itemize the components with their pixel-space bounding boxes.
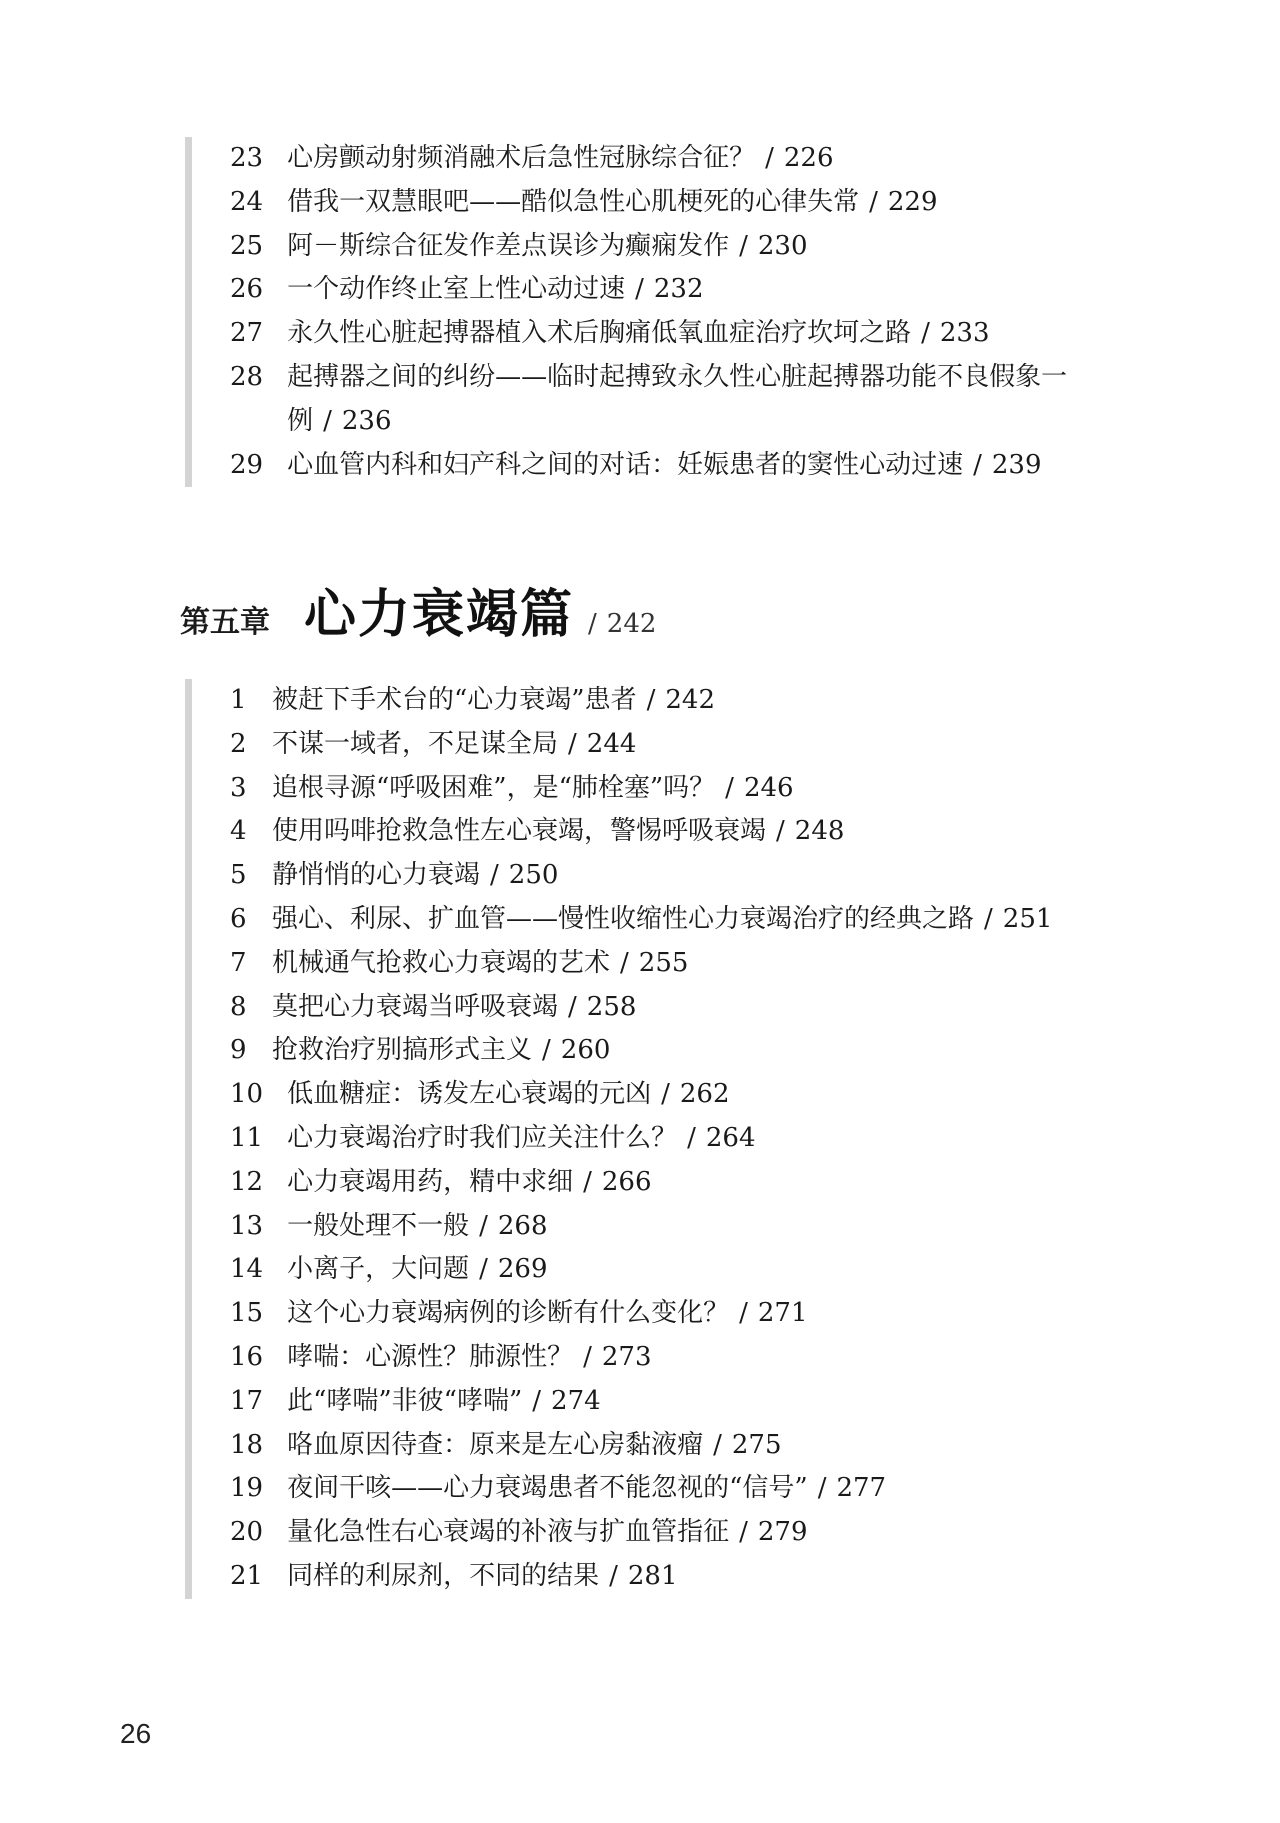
toc-entry-page: 232 (653, 274, 704, 305)
toc-entry-number: 28 (230, 361, 264, 392)
toc-entry-title: 静悄悄的心力衰竭 (272, 860, 481, 891)
toc-separator: / (973, 449, 982, 480)
toc-separator: / (661, 1079, 670, 1110)
toc-entry-page: 269 (497, 1254, 548, 1285)
toc-entry-number: 15 (230, 1298, 264, 1329)
toc-entry[interactable] (230, 854, 1230, 898)
toc-entry-number: 11 (230, 1122, 264, 1153)
toc-entry[interactable] (230, 1029, 1230, 1073)
toc-separator: / (568, 991, 577, 1022)
toc-entry-page: 236 (341, 405, 392, 436)
toc-separator: / (739, 1298, 748, 1329)
toc-entry[interactable] (230, 1380, 1230, 1424)
toc-entry-title: 小离子，大问题 (287, 1254, 470, 1285)
toc-entry[interactable] (230, 1205, 1230, 1249)
toc-entry[interactable] (230, 137, 1230, 181)
toc-separator: / (713, 1429, 722, 1460)
toc-entry-text (272, 898, 1052, 942)
toc-entry[interactable] (230, 1555, 1230, 1599)
toc-entry-page: 242 (665, 685, 715, 715)
toc-separator: / (542, 1035, 551, 1066)
toc-entry-title: 抢救治疗别搞形式主义 (272, 1035, 533, 1066)
toc-entry-title: 量化急性右心衰竭的补液与扩血管指征 (287, 1517, 730, 1548)
toc-block-chapter5 (185, 679, 1230, 1599)
toc-entry-title: 心力衰竭治疗时我们应关注什么？ (287, 1122, 678, 1153)
toc-entry-number: 26 (230, 274, 264, 305)
toc-entry-page: 268 (497, 1210, 548, 1241)
toc-entry[interactable] (230, 1292, 1230, 1336)
toc-entry[interactable] (230, 767, 1230, 811)
toc-entry-text (287, 1117, 755, 1161)
toc-separator: / (869, 186, 878, 217)
toc-entry-title: 永久性心脏起搏器植入术后胸痛低氧血症治疗坎坷之路 (287, 318, 912, 349)
toc-entry[interactable] (230, 268, 1230, 312)
toc-entry-page: 250 (508, 860, 559, 891)
toc-entry-number: 20 (230, 1517, 264, 1548)
toc-entry-title: 一个动作终止室上性心动过速 (287, 274, 626, 305)
page-number: 26 (120, 1718, 152, 1749)
toc-separator: / (817, 1473, 827, 1504)
chapter-separator: / (588, 609, 597, 639)
toc-entry-page: 277 (836, 1473, 887, 1504)
toc-entry-title: 强心、利尿、扩血管——慢性收缩性心力衰竭治疗的经典之路 (272, 903, 975, 934)
toc-entry-number: 21 (230, 1560, 264, 1591)
toc-entry-title: 同样的利尿剂，不同的结果 (287, 1560, 600, 1591)
toc-separator: / (583, 1166, 592, 1197)
toc-entry-text (272, 767, 794, 811)
toc-entry[interactable] (230, 225, 1230, 269)
toc-separator: / (568, 728, 577, 759)
toc-entry-title: 夜间干咳——心力衰竭患者不能忽视的“信号” (287, 1473, 808, 1504)
toc-entry-number: 8 (230, 991, 247, 1022)
toc-entry-number: 18 (230, 1429, 264, 1460)
toc-entry[interactable] (230, 723, 1230, 767)
toc-entry-title: 不谋一域者，不足谋全局 (272, 728, 559, 759)
toc-entry-number: 6 (230, 903, 247, 934)
toc-entry-number: 2 (230, 728, 247, 759)
toc-entry-page: 266 (601, 1166, 652, 1197)
toc-entry-title: 起搏器之间的纠纷——临时起搏致永久性心脏起搏器功能不良假象一例 (287, 361, 1068, 436)
toc-entry-page: 273 (601, 1341, 652, 1372)
toc-entry-page: 229 (887, 186, 938, 217)
toc-entry-title: 莫把心力衰竭当呼吸衰竭 (272, 991, 559, 1022)
toc-entry[interactable] (230, 356, 1230, 444)
toc-entry-title: 心血管内科和妇产科之间的对话：妊娠患者的窦性心动过速 (287, 449, 964, 480)
toc-entry-text (287, 1380, 601, 1424)
toc-separator: / (776, 816, 785, 847)
toc-entry-text (272, 986, 636, 1030)
toc-entry-text (287, 312, 989, 356)
toc-entry-title: 机械通气抢救心力衰竭的艺术 (272, 947, 611, 978)
toc-entry-text (287, 1248, 547, 1292)
toc-entry-title: 哮喘：心源性？肺源性？ (287, 1341, 574, 1372)
toc-entry-text (287, 181, 937, 225)
toc-entry-page: 271 (757, 1298, 808, 1329)
toc-entry-text (272, 723, 636, 767)
toc-separator: / (646, 685, 656, 715)
toc-separator: / (479, 1210, 488, 1241)
toc-entry[interactable] (230, 1336, 1230, 1380)
toc-entry-text (287, 1336, 651, 1380)
toc-entry[interactable] (230, 942, 1230, 986)
toc-entry[interactable] (230, 810, 1230, 854)
toc-entry-page: 262 (679, 1079, 730, 1110)
toc-entry-number: 7 (230, 947, 247, 978)
toc-entry[interactable] (230, 444, 1230, 488)
toc-entry-text (287, 1161, 651, 1205)
toc-entry-title: 咯血原因待查：原来是左心房黏液瘤 (287, 1429, 704, 1460)
toc-entry-title: 这个心力衰竭病例的诊断有什么变化？ (287, 1298, 730, 1329)
toc-entry-page: 226 (783, 143, 834, 173)
toc-entry-title: 阿－斯综合征发作差点误诊为癫痫发作 (287, 230, 730, 261)
chapter-page-number: 242 (606, 609, 657, 639)
toc-entry-number: 9 (230, 1035, 247, 1066)
toc-entry[interactable] (230, 898, 1230, 942)
toc-entry-number: 5 (230, 860, 247, 891)
toc-separator: / (323, 405, 332, 436)
toc-entry-page: 264 (705, 1122, 756, 1153)
toc-entry-text (287, 1555, 677, 1599)
toc-entry[interactable] (230, 1424, 1230, 1468)
toc-entry-number: 17 (230, 1385, 264, 1416)
toc-entry-title: 一般处理不一般 (287, 1210, 470, 1241)
toc-entry-text (272, 810, 844, 854)
toc-separator: / (490, 860, 499, 891)
toc-entry-text (287, 1292, 807, 1336)
toc-separator: / (609, 1560, 618, 1591)
toc-entry-text (287, 1467, 886, 1511)
toc-entry[interactable] (230, 181, 1230, 225)
toc-entry-number: 16 (230, 1341, 264, 1372)
toc-entry[interactable] (230, 986, 1230, 1030)
toc-separator: / (620, 947, 629, 978)
toc-entry-title: 此“哮喘”非彼“哮喘” (287, 1385, 523, 1416)
toc-block-previous (185, 137, 1230, 487)
toc-entry-page: 260 (560, 1035, 611, 1066)
toc-entry[interactable] (230, 1467, 1230, 1511)
toc-entry-title: 追根寻源“呼吸困难”，是“肺栓塞”吗？ (272, 772, 716, 803)
toc-entry-text (287, 1073, 729, 1117)
toc-entry-text (287, 268, 703, 312)
toc-separator: / (984, 903, 993, 934)
toc-entry[interactable] (230, 1248, 1230, 1292)
toc-separator: / (739, 1517, 748, 1548)
toc-entry-title: 被赶下手术台的“心力衰竭”患者 (272, 685, 637, 715)
toc-separator: / (532, 1385, 542, 1416)
toc-entry[interactable] (230, 679, 1230, 723)
toc-entry-text (287, 444, 1041, 488)
toc-entry-title: 心房颤动射频消融术后急性冠脉综合征？ (287, 143, 756, 173)
toc-entry-page: 230 (757, 230, 808, 261)
toc-entry-number: 1 (230, 685, 247, 715)
toc-separator: / (687, 1122, 696, 1153)
toc-entry-page: 246 (743, 772, 794, 803)
toc-entry-page: 281 (627, 1560, 678, 1591)
toc-entry-number: 4 (230, 816, 247, 847)
toc-entry-number: 27 (230, 318, 264, 349)
toc-entry-page: 251 (1002, 903, 1053, 934)
toc-separator: / (921, 318, 930, 349)
chapter-heading[interactable] (180, 572, 656, 647)
toc-separator: / (583, 1341, 592, 1372)
toc-entry-text (272, 942, 688, 986)
toc-separator: / (635, 274, 644, 305)
toc-entry-text (287, 137, 833, 181)
toc-entry-number: 23 (230, 143, 264, 173)
toc-separator: / (739, 230, 748, 261)
toc-separator: / (725, 772, 734, 803)
toc-entry-page: 248 (794, 816, 845, 847)
chapter-label: 第五章 (180, 605, 270, 640)
toc-entry-page: 258 (586, 991, 637, 1022)
toc-entry-number: 24 (230, 186, 264, 217)
toc-entry-title: 低血糖症：诱发左心衰竭的元凶 (287, 1079, 652, 1110)
toc-entry-text (272, 854, 558, 898)
toc-entry-text (287, 356, 1167, 444)
toc-entry-number: 13 (230, 1210, 264, 1241)
toc-entry-number: 10 (230, 1079, 264, 1110)
toc-entry-text (287, 1205, 547, 1249)
chapter-title: 心力衰竭篇 (304, 585, 575, 645)
toc-entry-number: 3 (230, 772, 247, 803)
toc-separator: / (765, 143, 774, 173)
toc-entry[interactable] (230, 1161, 1230, 1205)
toc-entry-title: 使用吗啡抢救急性左心衰竭，警惕呼吸衰竭 (272, 816, 767, 847)
toc-entry-text (272, 1029, 610, 1073)
toc-separator: / (479, 1254, 488, 1285)
toc-entry-page: 239 (991, 449, 1042, 480)
toc-entry-page: 255 (638, 947, 689, 978)
toc-entry-title: 心力衰竭用药，精中求细 (287, 1166, 574, 1197)
toc-entry-number: 29 (230, 449, 264, 480)
toc-entry-page: 274 (551, 1385, 601, 1416)
toc-entry[interactable] (230, 312, 1230, 356)
toc-entry-text (287, 1424, 781, 1468)
toc-entry-text (272, 679, 715, 723)
toc-entry[interactable] (230, 1117, 1230, 1161)
toc-entry-text (287, 225, 807, 269)
toc-entry-text (287, 1511, 807, 1555)
toc-entry-number: 12 (230, 1166, 264, 1197)
toc-entry-page: 244 (586, 728, 637, 759)
toc-entry-title: 借我一双慧眼吧——酷似急性心肌梗死的心律失常 (287, 186, 860, 217)
toc-entry[interactable] (230, 1073, 1230, 1117)
toc-entry-number: 19 (230, 1473, 264, 1504)
toc-entry-number: 14 (230, 1254, 264, 1285)
toc-entry-page: 275 (731, 1429, 782, 1460)
toc-entry-page: 233 (939, 318, 990, 349)
toc-entry-number: 25 (230, 230, 264, 261)
toc-entry-page: 279 (757, 1517, 808, 1548)
toc-entry[interactable] (230, 1511, 1230, 1555)
